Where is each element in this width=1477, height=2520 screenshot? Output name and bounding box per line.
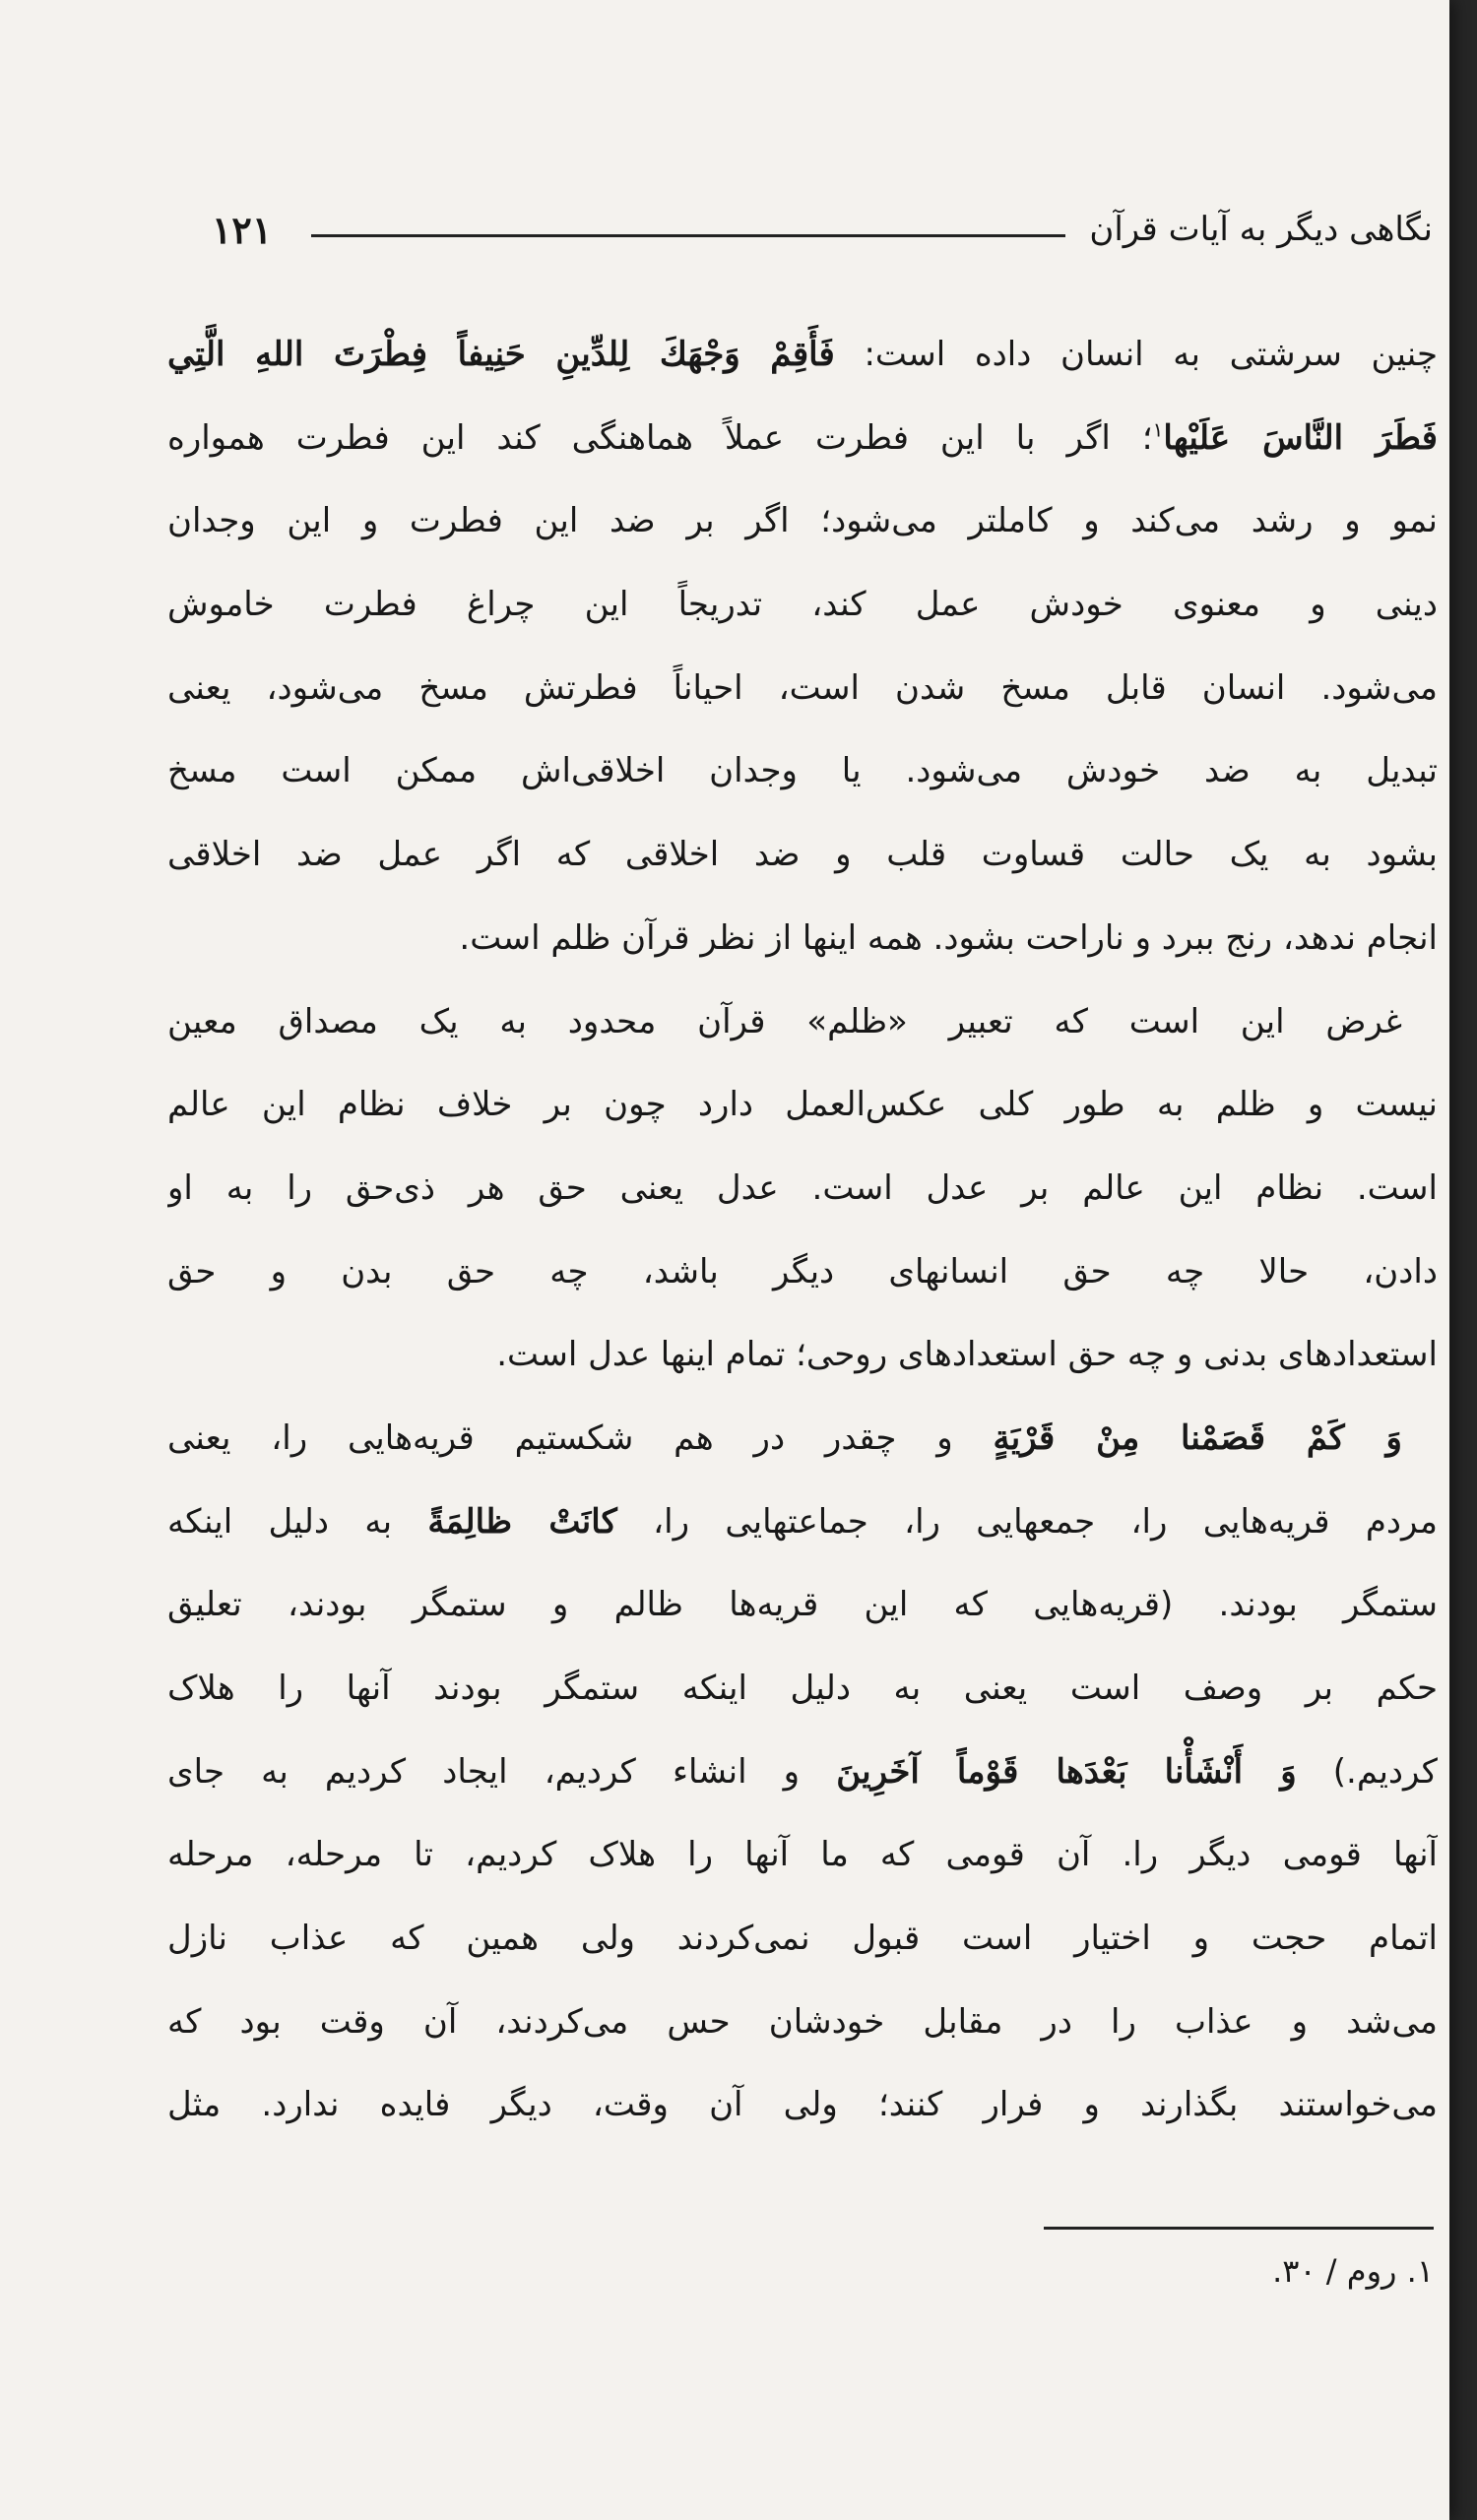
text-line	[167, 563, 1438, 647]
text-segment: چنین سرشتی به انسان داده است:	[834, 335, 1438, 374]
text-segment: ستمگر بودند. (قریه‌هایی که این قریه‌ها ظالم و ستمگر بودند، تعلیق	[167, 1585, 1438, 1625]
text-line	[167, 1313, 1438, 1397]
text-line	[167, 1480, 1438, 1564]
text-segment: اتمام حجت و اختیار است قبول نمی‌کردند ولی همین که عذاب نازل	[167, 1919, 1438, 1959]
text-line	[167, 2063, 1438, 2147]
text-segment: است. نظام این عالم بر عدل است. عدل یعنی حق هر ذی‌حق را به او	[167, 1167, 1438, 1208]
footnote-rule	[1044, 2227, 1434, 2230]
text-line	[167, 1230, 1438, 1314]
header-rule	[311, 234, 1065, 237]
text-segment: نیست و ظلم به طور کلی عکس‌العمل دارد چون بر خلاف نظام این عالم	[167, 1085, 1438, 1125]
text-line	[167, 1397, 1438, 1480]
text-line	[167, 897, 1438, 980]
text-segment: و چقدر در هم شکستیم قریه‌هایی را، یعنی	[167, 1418, 994, 1458]
footnote: ۱. روم / ۳۰.	[1272, 2252, 1434, 2290]
text-segment: تبدیل به ضد خودش می‌شود. یا وجدان اخلاقی‌اش ممکن است مسخ	[167, 751, 1438, 791]
text-line	[167, 1731, 1438, 1814]
quran-verse: وَ كَمْ قَصَمْنا مِنْ قَرْيَةٍ	[993, 1418, 1402, 1458]
footnote-marker: ۱	[1152, 417, 1164, 442]
text-line	[167, 980, 1438, 1064]
text-line	[167, 729, 1438, 813]
text-segment: دادن، حالا چه حق انسانهای دیگر باشد، چه حق بدن و حق	[167, 1251, 1438, 1292]
text-line	[167, 397, 1438, 480]
quran-verse: وَ أَنْشَأْنا بَعْدَها قَوْماً آخَرِينَ	[836, 1751, 1297, 1792]
text-segment: حکم بر وصف است یعنی به دلیل اینکه ستمگر بودند آنها را هلاک	[167, 1669, 1438, 1708]
text-segment: و انشاء کردیم، ایجاد کردیم به جای	[167, 1751, 837, 1792]
text-segment: می‌شود. انسان قابل مسخ شدن است، احیاناً فطرتش مسخ می‌شود، یعنی	[167, 667, 1438, 708]
text-segment: غرض این است که تعبیر «ظلم» قرآن محدود به یک مصداق معین	[167, 1001, 1402, 1041]
text-segment: آنها قومی دیگر را. آن قومی که ما آنها را هلاک کردیم، تا مرحله، مرحله	[167, 1835, 1438, 1875]
body-text	[167, 313, 1438, 2147]
text-segment: استعدادهای بدنی و چه حق استعدادهای روحی؛ تمام اینها عدل است.	[496, 1335, 1438, 1375]
page-header	[212, 200, 1433, 259]
text-segment: کردیم.)	[1296, 1751, 1438, 1792]
text-line	[167, 479, 1438, 563]
text-segment: می‌خواستند بگذارند و فرار کنند؛ ولی آن وقت، دیگر فایده ندارد. مثل	[167, 2085, 1438, 2125]
text-line	[167, 1897, 1438, 1981]
text-segment: دینی و معنوی خودش عمل کند، تدریجاً این چراغ فطرت خاموش	[167, 585, 1438, 625]
text-line	[167, 813, 1438, 897]
text-line	[167, 1647, 1438, 1731]
text-segment: ؛ اگر با این فطرت عملاً هماهنگی کند این فطرت همواره	[167, 417, 1153, 458]
text-segment: نمو و رشد می‌کند و کاملتر می‌شود؛ اگر بر ضد این فطرت و این وجدان	[167, 501, 1438, 541]
quran-verse: كانَتْ ظالِمَةً	[427, 1501, 617, 1542]
text-line	[167, 1563, 1438, 1647]
text-line	[167, 1063, 1438, 1147]
text-line	[167, 1981, 1438, 2064]
quran-verse: فَأَقِمْ وَجْهَكَ لِلدِّينِ حَنِيفاً فِطْرَتَ اللهِ الَّتِي	[167, 335, 835, 374]
text-segment: به دلیل اینکه	[167, 1501, 428, 1542]
text-line	[167, 1147, 1438, 1230]
text-segment: مردم قریه‌هایی را، جمعهایی را، جماعتهایی را،	[616, 1501, 1438, 1542]
text-segment: می‌شد و عذاب را در مقابل خودشان حس می‌کردند، آن وقت بود که	[167, 2001, 1438, 2042]
text-line	[167, 1813, 1438, 1897]
text-segment: انجام ندهد، رنج ببرد و ناراحت بشود. همه اینها از نظر قرآن ظلم است.	[459, 917, 1438, 958]
page-number: ۱۲۱	[212, 207, 273, 252]
running-title: نگاهی دیگر به آیات قرآن	[1089, 210, 1433, 249]
text-line	[167, 313, 1438, 397]
text-line	[167, 647, 1438, 730]
quran-verse: فَطَرَ النَّاسَ عَلَيْها	[1163, 417, 1438, 458]
text-segment: بشود به یک حالت قساوت قلب و ضد اخلاقی که اگر عمل ضد اخلاقی	[167, 835, 1438, 875]
